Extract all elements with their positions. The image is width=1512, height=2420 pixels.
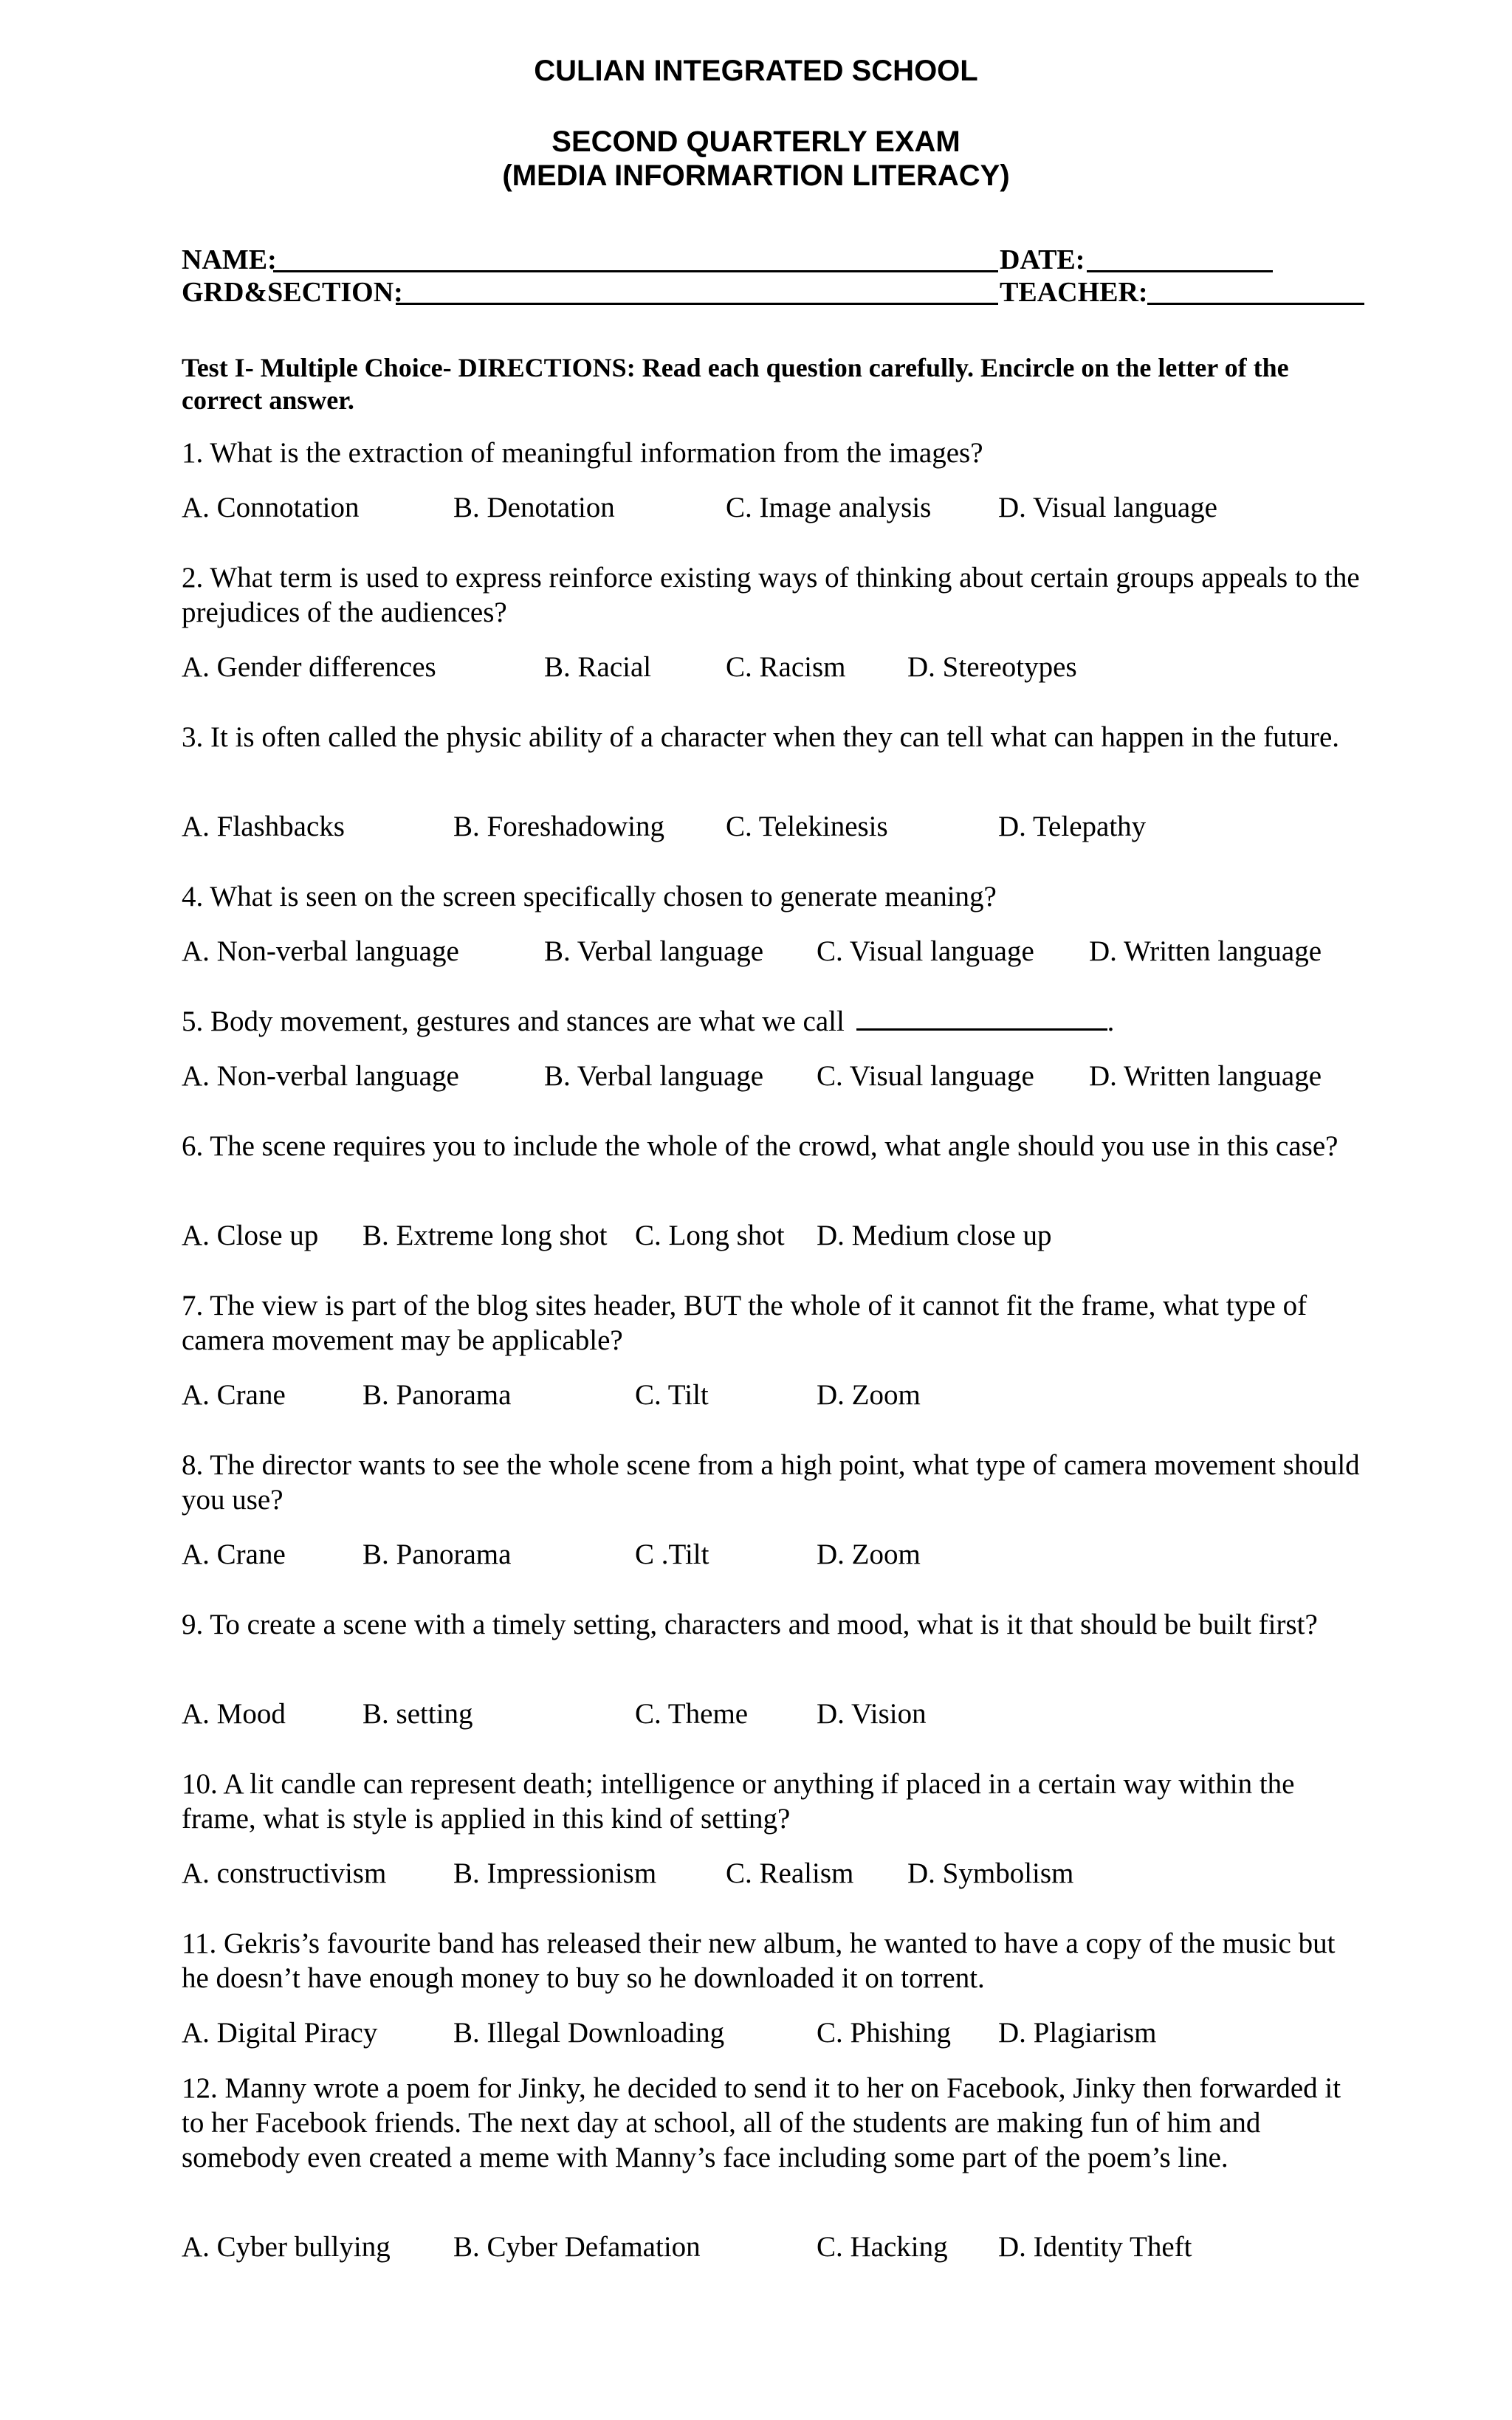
option-4c[interactable]: C. Visual language [817, 935, 1034, 967]
date-line[interactable] [1087, 270, 1273, 272]
option-9b[interactable]: B. setting [362, 1698, 473, 1730]
option-5c[interactable]: C. Visual language [817, 1060, 1034, 1092]
option-3d[interactable]: D. Telepathy [998, 811, 1147, 842]
option-9a[interactable]: A. Mood [182, 1698, 286, 1730]
question-9: 9. To create a scene with a timely setting, characters and mood, what is it that should be built first? [182, 1609, 1318, 1640]
option-9c[interactable]: C. Theme [635, 1698, 749, 1730]
option-6c[interactable]: C. Long shot [635, 1220, 785, 1251]
teacher-line[interactable] [1147, 303, 1364, 305]
option-2a[interactable]: A. Gender differences [182, 651, 436, 683]
question-11: 11. Gekris’s favourite band has released their new album, he wanted to have a copy of the music but he doesn’t have enough money to buy so he downloaded it on torrent. [182, 1928, 1336, 1994]
option-11d[interactable]: D. Plagiarism [998, 2017, 1157, 2049]
option-2c[interactable]: C. Racism [726, 651, 846, 683]
option-6a[interactable]: A. Close up [182, 1220, 319, 1251]
option-1c[interactable]: C. Image analysis [726, 492, 932, 523]
option-10d[interactable]: D. Symbolism [907, 1857, 1074, 1889]
option-2d[interactable]: D. Stereotypes [907, 651, 1077, 683]
option-7c[interactable]: C. Tilt [635, 1379, 709, 1411]
option-8a[interactable]: A. Crane [182, 1539, 286, 1570]
options-11 [0, 2015, 1512, 2052]
option-11b[interactable]: B. Illegal Downloading [453, 2017, 725, 2049]
question-1: 1. What is the extraction of meaningful information from the images? [182, 437, 983, 469]
options-8 [0, 1537, 1512, 1574]
options-10 [0, 1856, 1512, 1893]
options-3 [0, 809, 1512, 846]
question-5-text: 5. Body movement, gestures and stances are what we call [182, 1006, 845, 1037]
option-1b[interactable]: B. Denotation [453, 492, 615, 523]
option-2b[interactable]: B. Racial [544, 651, 652, 683]
question-6: 6. The scene requires you to include the whole of the crowd, what angle should you use in this case? [182, 1130, 1339, 1162]
options-1 [0, 490, 1512, 527]
options-2 [0, 650, 1512, 687]
option-6b[interactable]: B. Extreme long shot [362, 1220, 608, 1251]
option-11c[interactable]: C. Phishing [817, 2017, 952, 2049]
options-12 [0, 2230, 1512, 2266]
option-3b[interactable]: B. Foreshadowing [453, 811, 664, 842]
section-line[interactable] [396, 303, 998, 305]
option-7d[interactable]: D. Zoom [817, 1379, 921, 1411]
answer-blank[interactable] [856, 1006, 1107, 1031]
question-12: 12. Manny wrote a poem for Jinky, he decided to send it to her on Facebook, Jinky then forwarded it to her Facebook friends. The next day at school, all of the students are making fun of him and somebody even created a meme with Manny’s face including some part of the poem’s line. [182, 2072, 1341, 2173]
directions: Test I- Multiple Choice- DIRECTIONS: Read each question carefully. Encircle on the letter of the correct answer. [182, 353, 1289, 415]
option-1d[interactable]: D. Visual language [998, 492, 1217, 523]
school-name: CULIAN INTEGRATED SCHOOL [534, 55, 978, 87]
option-8c[interactable]: C .Tilt [635, 1539, 709, 1570]
section-label: GRD&SECTION: [182, 277, 403, 308]
option-6d[interactable]: D. Medium close up [817, 1220, 1052, 1251]
option-12c[interactable]: C. Hacking [817, 2231, 948, 2263]
teacher-label: TEACHER: [1000, 277, 1148, 308]
option-10c[interactable]: C. Realism [726, 1857, 854, 1889]
question-8: 8. The director wants to see the whole scene from a high point, what type of camera movement should you use? [182, 1449, 1360, 1516]
options-9 [0, 1697, 1512, 1733]
option-1a[interactable]: A. Connotation [182, 492, 360, 523]
option-4b[interactable]: B. Verbal language [544, 935, 764, 967]
name-label: NAME: [182, 244, 277, 275]
option-8d[interactable]: D. Zoom [817, 1539, 921, 1570]
option-12b[interactable]: B. Cyber Defamation [453, 2231, 701, 2263]
option-11a[interactable]: A. Digital Piracy [182, 2017, 378, 2049]
option-4a[interactable]: A. Non-verbal language [182, 935, 459, 967]
option-7a[interactable]: A. Crane [182, 1379, 286, 1411]
date-label: DATE: [1000, 244, 1085, 275]
option-5a[interactable]: A. Non-verbal language [182, 1060, 459, 1092]
option-10b[interactable]: B. Impressionism [453, 1857, 657, 1889]
question-4: 4. What is seen on the screen specifically chosen to generate meaning? [182, 881, 997, 912]
exam-title: SECOND QUARTERLY EXAM [551, 126, 961, 158]
option-4d[interactable]: D. Written language [1089, 935, 1322, 967]
option-12d[interactable]: D. Identity Theft [998, 2231, 1192, 2263]
option-12a[interactable]: A. Cyber bullying [182, 2231, 391, 2263]
options-6 [0, 1218, 1512, 1255]
option-10a[interactable]: A. constructivism [182, 1857, 387, 1889]
exam-subject: (MEDIA INFORMARTION LITERACY) [502, 159, 1010, 192]
name-line[interactable] [273, 270, 998, 272]
option-5b[interactable]: B. Verbal language [544, 1060, 764, 1092]
question-7: 7. The view is part of the blog sites header, BUT the whole of it cannot fit the frame, what type of camera movement may be applicable? [182, 1290, 1307, 1356]
question-10: 10. A lit candle can represent death; intelligence or anything if placed in a certain way within the frame, what is style is applied in this kind of setting? [182, 1768, 1295, 1835]
option-3c[interactable]: C. Telekinesis [726, 811, 888, 842]
options-5 [0, 1059, 1512, 1096]
options-4 [0, 934, 1512, 971]
question-2: 2. What term is used to express reinforce existing ways of thinking about certain groups appeals to the prejudices of the audiences? [182, 562, 1360, 628]
options-7 [0, 1378, 1512, 1414]
option-9d[interactable]: D. Vision [817, 1698, 927, 1730]
question-3: 3. It is often called the physic ability of a character when they can tell what can happen in the future. [182, 721, 1340, 753]
option-5d[interactable]: D. Written language [1089, 1060, 1322, 1092]
question-5: 5. Body movement, gestures and stances are what we call . [182, 1006, 1115, 1037]
option-3a[interactable]: A. Flashbacks [182, 811, 345, 842]
option-7b[interactable]: B. Panorama [362, 1379, 512, 1411]
option-8b[interactable]: B. Panorama [362, 1539, 512, 1570]
